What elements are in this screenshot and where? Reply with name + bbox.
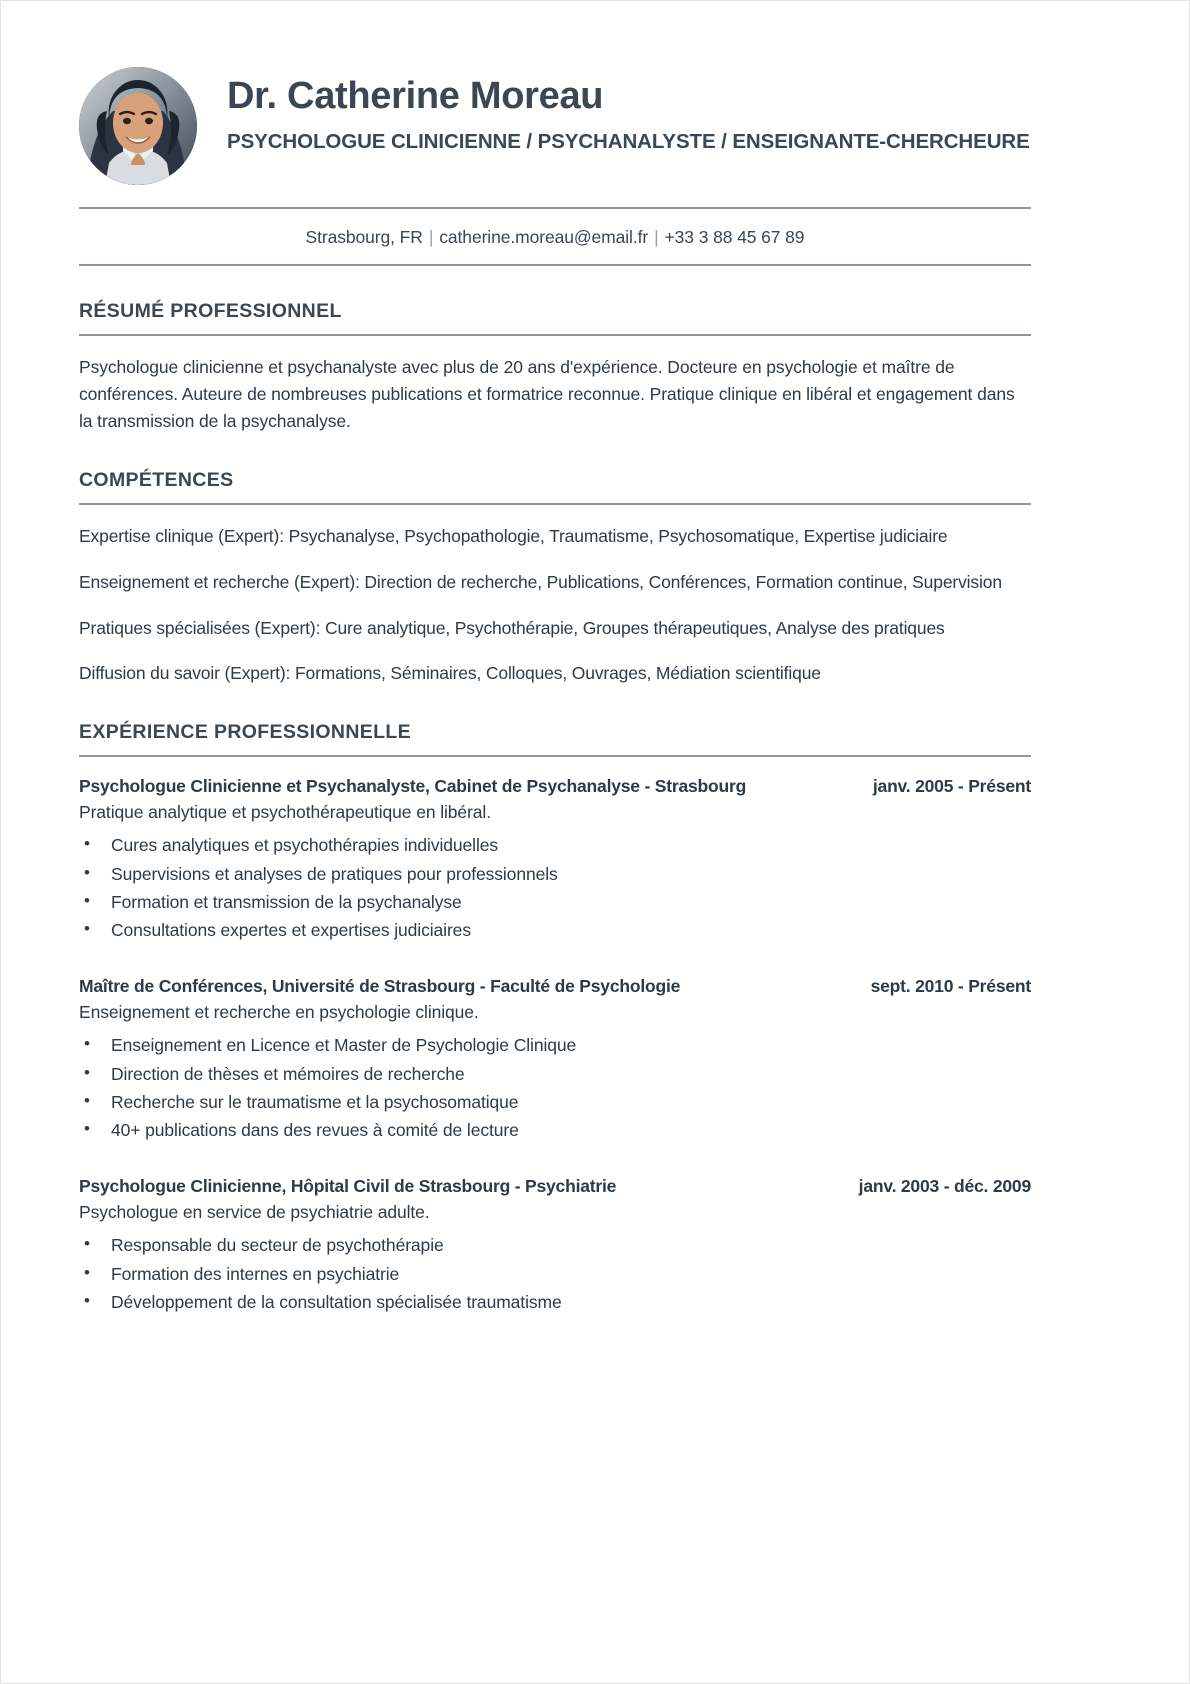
- contact-line: [79, 209, 1031, 264]
- list-item: • Supervisions et analyses de pratiques pour professionnels: [79, 860, 1031, 888]
- job-bullets: [79, 1231, 1031, 1316]
- experience-divider: [79, 755, 1031, 757]
- experience-entry: [79, 1175, 1031, 1317]
- skill-line: Pratiques spécialisées (Expert): Cure analytique, Psychothérapie, Groupes thérapeutiques, Analyse des pratiques: [79, 617, 945, 638]
- job-dates: janv. 2005 - Présent: [872, 775, 1031, 796]
- list-item: • Responsable du secteur de psychothérapie: [79, 1231, 1031, 1259]
- list-item: • Formation et transmission de la psychanalyse: [79, 888, 1031, 916]
- job-title: Maître de Conférences, Université de Strasbourg - Faculté de Psychologie: [79, 975, 681, 996]
- name-block: [227, 63, 1031, 156]
- list-item: • Cures analytiques et psychothérapies individuelles: [79, 831, 1031, 859]
- resume-content: [79, 63, 1031, 1316]
- contact-location: Strasbourg, FR: [305, 227, 423, 247]
- job-description: Enseignement et recherche en psychologie clinique.: [79, 1002, 479, 1023]
- contact-email[interactable]: catherine.moreau@email.fr: [439, 227, 649, 247]
- job-title: Psychologue Clinicienne et Psychanalyste, Cabinet de Psychanalyse - Strasbourg: [79, 775, 747, 796]
- skills-heading: COMPÉTENCES: [79, 469, 234, 492]
- contact-divider: [79, 264, 1031, 266]
- job-title: Psychologue Clinicienne, Hôpital Civil de Strasbourg - Psychiatrie: [79, 1175, 617, 1196]
- list-item: • Direction de thèses et mémoires de recherche: [79, 1060, 1031, 1088]
- job-description: Psychologue en service de psychiatrie adulte.: [79, 1202, 430, 1223]
- skill-line: Enseignement et recherche (Expert): Direction de recherche, Publications, Conférences, Formation continue, Supervision: [79, 571, 1002, 592]
- page-title: Dr. Catherine Moreau: [227, 75, 604, 117]
- list-item: • Enseignement en Licence et Master de Psychologie Clinique: [79, 1031, 1031, 1059]
- avatar: [79, 67, 197, 185]
- contact-phone[interactable]: +33 3 88 45 67 89: [664, 227, 805, 247]
- list-item: • Consultations expertes et expertises judiciaires: [79, 916, 1031, 944]
- experience-entry-header: [79, 975, 1031, 998]
- professional-title: PSYCHOLOGUE CLINICIENNE / PSYCHANALYSTE / ENSEIGNANTE-CHERCHEURE: [227, 129, 1030, 153]
- section-experience: [79, 721, 1031, 1317]
- summary-divider: [79, 334, 1031, 336]
- experience-entry: [79, 775, 1031, 945]
- job-dates: sept. 2010 - Présent: [870, 975, 1031, 996]
- job-description: Pratique analytique et psychothérapeutique en libéral.: [79, 802, 491, 823]
- summary-heading: RÉSUMÉ PROFESSIONNEL: [79, 300, 342, 322]
- contact-separator-2: |: [654, 227, 659, 247]
- job-bullets: [79, 1031, 1031, 1144]
- job-dates: janv. 2003 - déc. 2009: [858, 1175, 1031, 1196]
- resume-header: [79, 63, 1031, 185]
- list-item: • Formation des internes en psychiatrie: [79, 1260, 1031, 1288]
- contact-separator-1: |: [428, 227, 434, 247]
- experience-heading: EXPÉRIENCE PROFESSIONNELLE: [79, 720, 411, 743]
- list-item: • Recherche sur le traumatisme et la psychosomatique: [79, 1088, 1031, 1116]
- skill-line: Expertise clinique (Expert): Psychanalyse, Psychopathologie, Traumatisme, Psychosomatique, Expertise judiciaire: [79, 526, 948, 547]
- section-summary: [79, 300, 1031, 435]
- list-item: • 40+ publications dans des revues à comité de lecture: [79, 1116, 1031, 1144]
- experience-entry: [79, 975, 1031, 1145]
- summary-text: Psychologue clinicienne et psychanalyste avec plus de 20 ans d'expérience. Docteure en psychologie et maître de conférences. Auteure de nombreuses publications et formatrice reconnue. Pratique clinique en libéral et engagement dans la transmission de la psychanalyse.: [79, 357, 1015, 432]
- experience-entry-header: [79, 1175, 1031, 1198]
- skill-line: Diffusion du savoir (Expert): Formations, Séminaires, Colloques, Ouvrages, Médiation scientifique: [79, 663, 821, 684]
- list-item: • Développement de la consultation spécialisée traumatisme: [79, 1288, 1031, 1316]
- skills-divider: [79, 503, 1031, 505]
- experience-entry-header: [79, 775, 1031, 798]
- section-skills: [79, 469, 1031, 686]
- job-bullets: [79, 831, 1031, 944]
